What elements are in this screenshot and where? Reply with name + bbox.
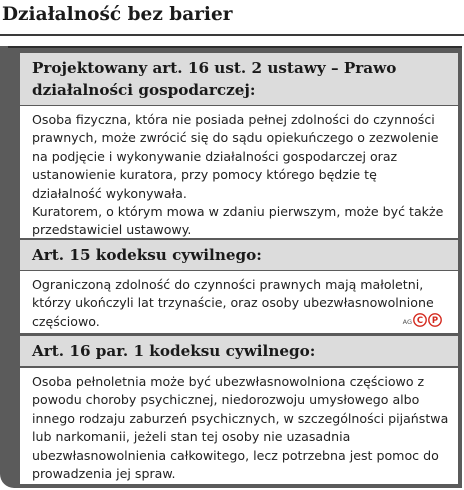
page-title: Działalność bez barier	[2, 4, 233, 25]
seal-c-letter: C	[416, 316, 424, 327]
section-body-1	[20, 106, 458, 238]
section-body-3	[20, 368, 458, 484]
section-body-2	[20, 271, 458, 333]
section-heading-1: Projektowany art. 16 ust. 2 ustawy – Prawo działalności gospodarczej:	[20, 53, 458, 105]
section-3-paragraph-1: Osoba pełnoletnia może być ubezwłasnowolniona częściowo z powodu choroby psychicznej, niedorozwoju umysłowego albo innego rodzaju zaburzeń psychicznych, w szczególności pijaństwa lub narkomanii, jeżeli stan tej osoby nie uzasadnia ubezwłasnowolnienia całkowitego, lecz potrzebna jest pomoc do prowadzenia jej spraw.	[32, 374, 449, 482]
frame-top-rule	[8, 46, 462, 48]
seal-p-letter: P	[431, 316, 439, 327]
copyright-c-icon	[413, 313, 427, 327]
section-1-paragraph-1: Osoba fizyczna, która nie posiada pełnej zdolności do czynności prawnych, może zwrócić się do sądu opiekuńczego o zezwolenie na podjęcie i wykonywanie działalności gospodarczej oraz ustanowienie kuratora, przy pomocy którego będzie tę działalność wykonywała.	[32, 112, 439, 201]
title-divider	[0, 34, 464, 36]
section-1-paragraph-2: Kuratorem, o którym mowa w zdaniu pierwszym, może być także przedstawiciel ustawowy.	[32, 204, 444, 238]
section-heading-3: Art. 16 par. 1 kodeksu cywilnego:	[20, 336, 458, 366]
author-credit: AG	[402, 318, 412, 326]
section-2-paragraph-1: Ograniczoną zdolność do czynności prawnych mają małoletni, którzy ukończyli lat trzynaście, oraz osoby ubezwłasnowolnione częściowo.	[32, 277, 434, 329]
section-heading-2: Art. 15 kodeksu cywilnego:	[20, 240, 458, 270]
copyright-p-icon	[428, 313, 442, 327]
